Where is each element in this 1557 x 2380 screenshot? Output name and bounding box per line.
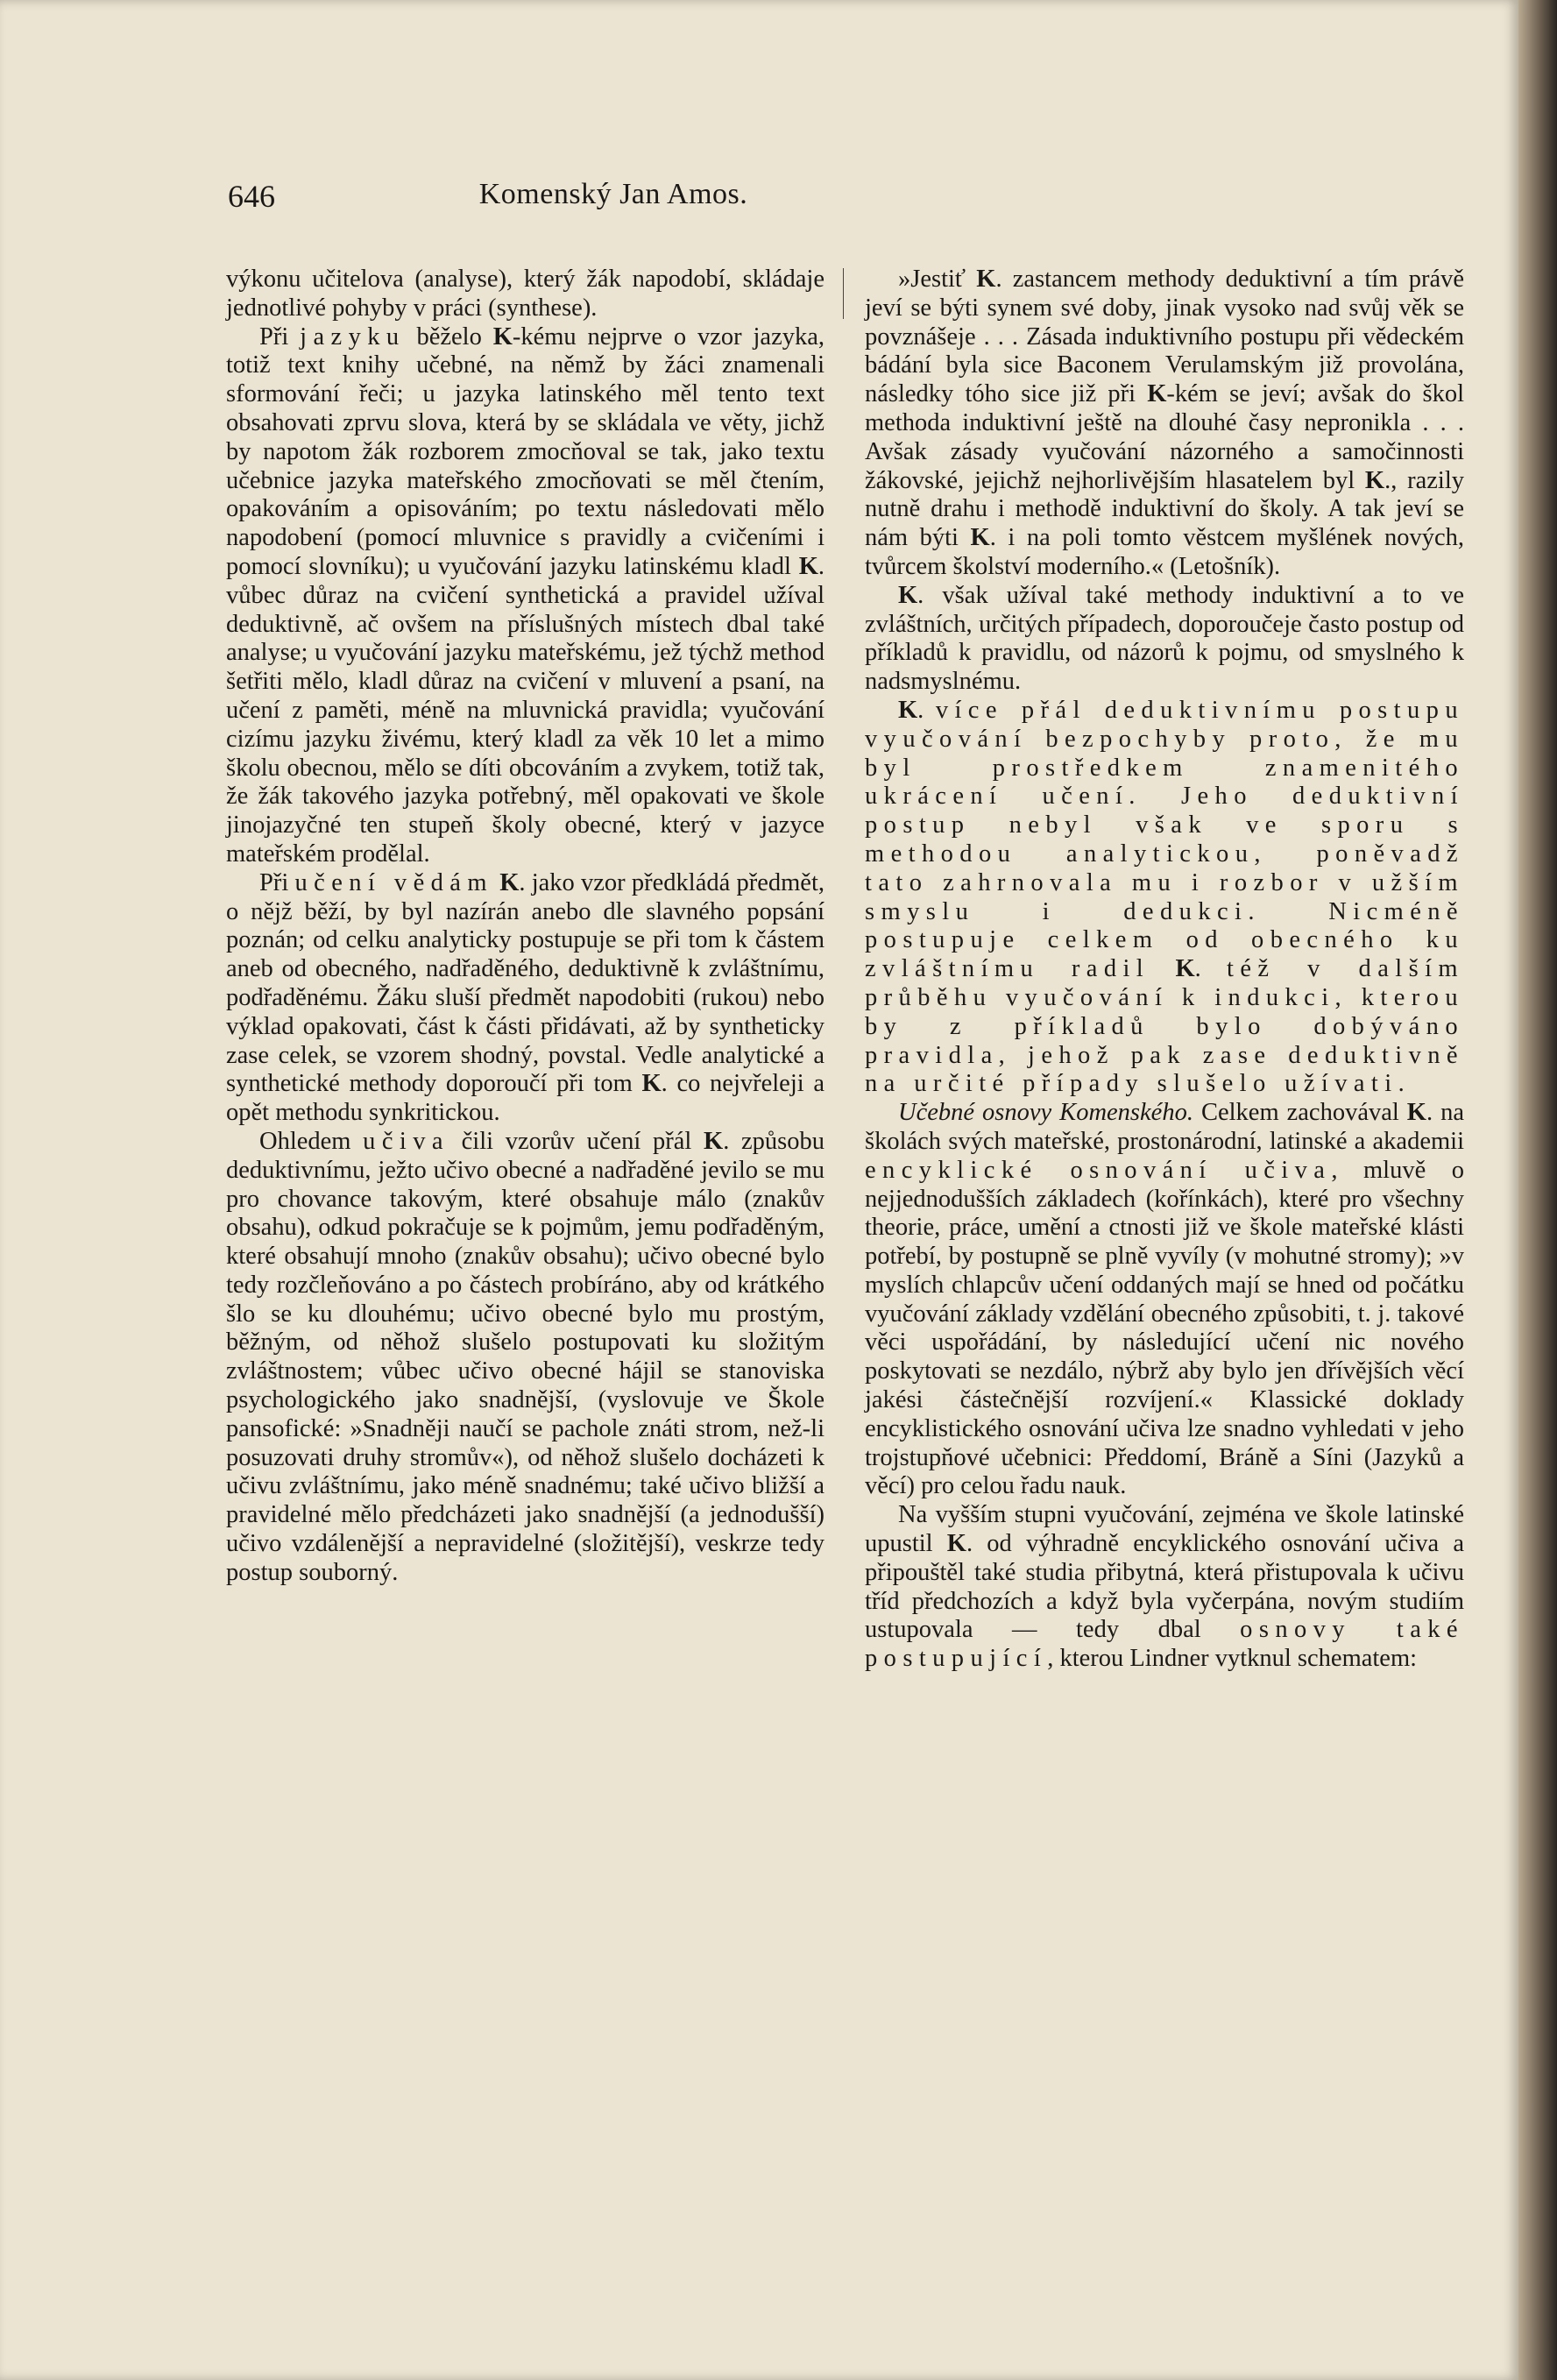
initial-k: K bbox=[641, 1070, 662, 1098]
running-title: Komenský Jan Amos. bbox=[478, 178, 748, 210]
initial-k: K bbox=[499, 868, 520, 896]
initial-k: K bbox=[976, 266, 996, 293]
paragraph: K. více přál deduktivnímu postupu vyučování bezpochyby proto, že mu byl prostředkem znamenitého ukrácení učení. Jeho deduktivní postup nebyl však ve sporu s methodou analytickou, poněvadž tato zahrnovala mu i rozbor v užším smyslu i dedukci. Nicméně postupuje celkem od obecného ku zvláštnímu radil K. též v dalším průběhu vyučování k indukci, kterou by z příkladů bylo dobýváno pravidla, jehož pak zase deduktivně na určité případy slušelo užívati. bbox=[865, 696, 1464, 1098]
paragraph: Na vyšším stupni vyučování, zejména ve škole latinské upustil K. od výhradně encyklického osnování učiva a připouštěl také studia přibytná, která přistupovala k učivu tříd předchozích a když byla vyčerpána, novým studiím ustupovala — tedy dbal osnovy také postupující, kterou Lindner vytknul schematem: bbox=[865, 1501, 1464, 1673]
initial-k: K bbox=[704, 1127, 724, 1155]
book-page-edge bbox=[1518, 0, 1557, 2380]
spaced-term: encyklické osnování učiva bbox=[865, 1156, 1332, 1184]
paragraph: Při jazyku běželo K-kému nejprve o vzor jazyka, totiž text knihy učebné, na němž by žáci znamenali sformování řeči; u jazyka latinského měl tento text obsahovati zprvu slova, která by se skládala ve věty, jichž by napotom žák rozborem zmocňoval se tak, jako textu učebnice jazyka mateřského zmocňovati se měl čtením, opakováním a opisováním; po textu následovati mělo napodobení (pomocí mluvnice s pravidly a cvičeními i pomocí slovníku); u vyučování jazyku latinskému kladl K. vůbec důraz na cvičení synthetická a pravidel užíval deduktivně, ač ovšem na příslušných místech dbal také analyse; u vyučování jazyku mateřskému, jež týchž method šetřiti mělo, kladl důraz na cvičení v mluvení a psaní, na učení z paměti, méně na mluvnická pravidla; vyučování cizímu jazyku živému, který kladl za věk 10 let a mimo školu obecnou, mělo se díti obcováním a zvykem, totiž tak, že žák takového jazyka potřebný, měl opakovati ve škole jinojazyčné ten stupeň školy obecné, který v jazyce mateřském prodělal. bbox=[226, 322, 825, 868]
paragraph: Ohledem učiva čili vzorův učení přál K. způsobu deduktivnímu, ježto učivo obecné a nadřaděné jevilo se mu pro chovance takovým, které obsahuje málo (znakův obsahu), odkud pokračuje se k pojmům, jemu podřaděným, které obsahují mnoho (znakův obsahu); učivo obecné bylo tedy rozčleňováno a po částech probíráno, aby od krátkého šlo se ku dlouhému; učivo obecné bylo mu prostým, běžným, od něhož slušelo postupovati ku složitým zvláštnostem; vůbec učivo obecné hájil se stanoviska psychologického jako snadnější, (vyslovuje ve Škole pansofické: »Snadněji naučí se pachole znáti strom, než-li posuzovati druhy stromův«), od něhož slušelo docházeti k učivu zvláštnímu, jako méně snadnému; také učivo bližší a pravidelné mělo předcházeti jako snadnější (a jednodušší) učivo vzdálenější a nepravidelné (složitější), veskrze tedy postup souborný. bbox=[226, 1127, 825, 1586]
spaced-term: osnovy také postupující bbox=[865, 1616, 1464, 1673]
spaced-passage: též v dalším průběhu vyučování k indukci, kterou by z příkladů bylo dobýváno pravidla, jehož pak zase deduktivně na určité případy slušelo užívati. bbox=[865, 955, 1464, 1098]
spaced-term: jazyku bbox=[300, 322, 406, 351]
initial-k: K bbox=[1364, 466, 1385, 494]
paragraph: K. však užíval také methody induktivní a to ve zvláštních, určitých případech, doporoučeje často postup od příkladů k pravidlu, od názorů k pojmu, od smyslného k nadsmyslnému. bbox=[865, 581, 1464, 696]
initial-k: K bbox=[898, 696, 918, 724]
initial-k: K bbox=[898, 581, 918, 609]
initial-k: K bbox=[970, 524, 990, 552]
paragraph: »Jestiť K. zastancem methody deduktivní a tím právě jeví se býti synem své doby, jinak vysoko nad svůj věk se povznášeje . . . Zásada induktivního postupu při vědeckém bádání byla sice Baconem Verulamským již provolána, následky tóho sice již při K-kém se jeví; avšak do škol methoda induktivní ještě na dlouhé časy nepronikla . . . Avšak zásady vyučování názorného a samočinnosti žákovské, jejichž nejhorlivějším hlasatelem byl K., razily nutně drahu i methodě induktivní do školy. A tak jeví se nám býti K. i na poli tomto věstcem myšlének nových, tvůrcem školství moderního.« (Letošník). bbox=[865, 266, 1464, 580]
paragraph: Učebné osnovy Komenského. Celkem zachovával K. na školách svých mateřské, prostonárodní, latinské a akademii encyklické osnování učiva, mluvě o nejjednodušších základech (kořínkách), které pro všechny theorie, práce, umění a ctnosti již ve škole mateřské klásti potřebí, by postupně se plně vyvíly (v mohutné stromy); »v myslích chlapcův učení oddaných mají se hned od počátku vyučování základy vzdělání obecného způsobiti, t. j. takové věci uspořádání, by následující učení nic nového poskytovati se nezdálo, nýbrž aby bylo jen dřívějších věcí jakési částečnější rozvíjení.« Klassické doklady encyklistického osnování učiva lze snadno vyhledati v jeho trojstupňové učebnici: Předdomí, Bráně a Síni (Jazyků a věcí) pro celou řadu nauk. bbox=[865, 1099, 1465, 1500]
page-header bbox=[228, 178, 999, 220]
paragraph: Při učení vědám K. jako vzor předkládá předmět, o nějž běží, by byl nazírán anebo dle slavného popsání poznán; od celku analyticky postupuje se při tom k částem aneb od obecného, nadřaděného, deduktivně k zvláštnímu, podřaděnému. Žáku sluší předmět napodobiti (rukou) nebo výklad opakovati, část k části přidávati, až by syntheticky zase celek, se vzorem shodný, povstal. Vedle analytické a synthetické methody doporoučí při tom K. co nejvřeleji a opět methodu synkritickou. bbox=[226, 868, 825, 1127]
right-column bbox=[865, 266, 1464, 1674]
column-rule bbox=[843, 268, 844, 319]
initial-k: K bbox=[1147, 380, 1167, 408]
initial-k: K bbox=[1406, 1099, 1426, 1127]
initial-k: K bbox=[946, 1530, 966, 1558]
initial-k: K bbox=[492, 322, 513, 351]
left-column bbox=[226, 266, 825, 1588]
spaced-passage: více přál deduktivnímu postupu vyučování bezpochyby proto, že mu byl prostředkem znamenitého ukrácení učení. Jeho deduktivní postup nebyl však ve sporu s methodou analytickou, poněvadž tato zahrnovala mu i rozbor v užším smyslu i dedukci. Nicméně postupuje celkem od obecného ku zvláštnímu radil bbox=[865, 696, 1464, 983]
spaced-term: učení vědám bbox=[294, 868, 493, 896]
page-number: 646 bbox=[228, 179, 275, 214]
spaced-term: učiva bbox=[363, 1127, 449, 1155]
section-heading: Učebné osnovy Komenského. bbox=[898, 1099, 1193, 1127]
initial-k: K bbox=[1175, 955, 1195, 983]
paragraph: výkonu učitelova (analyse), který žák napodobí, skládaje jednotlivé pohyby v práci (synthese). bbox=[226, 266, 825, 322]
initial-k: K bbox=[798, 552, 818, 580]
